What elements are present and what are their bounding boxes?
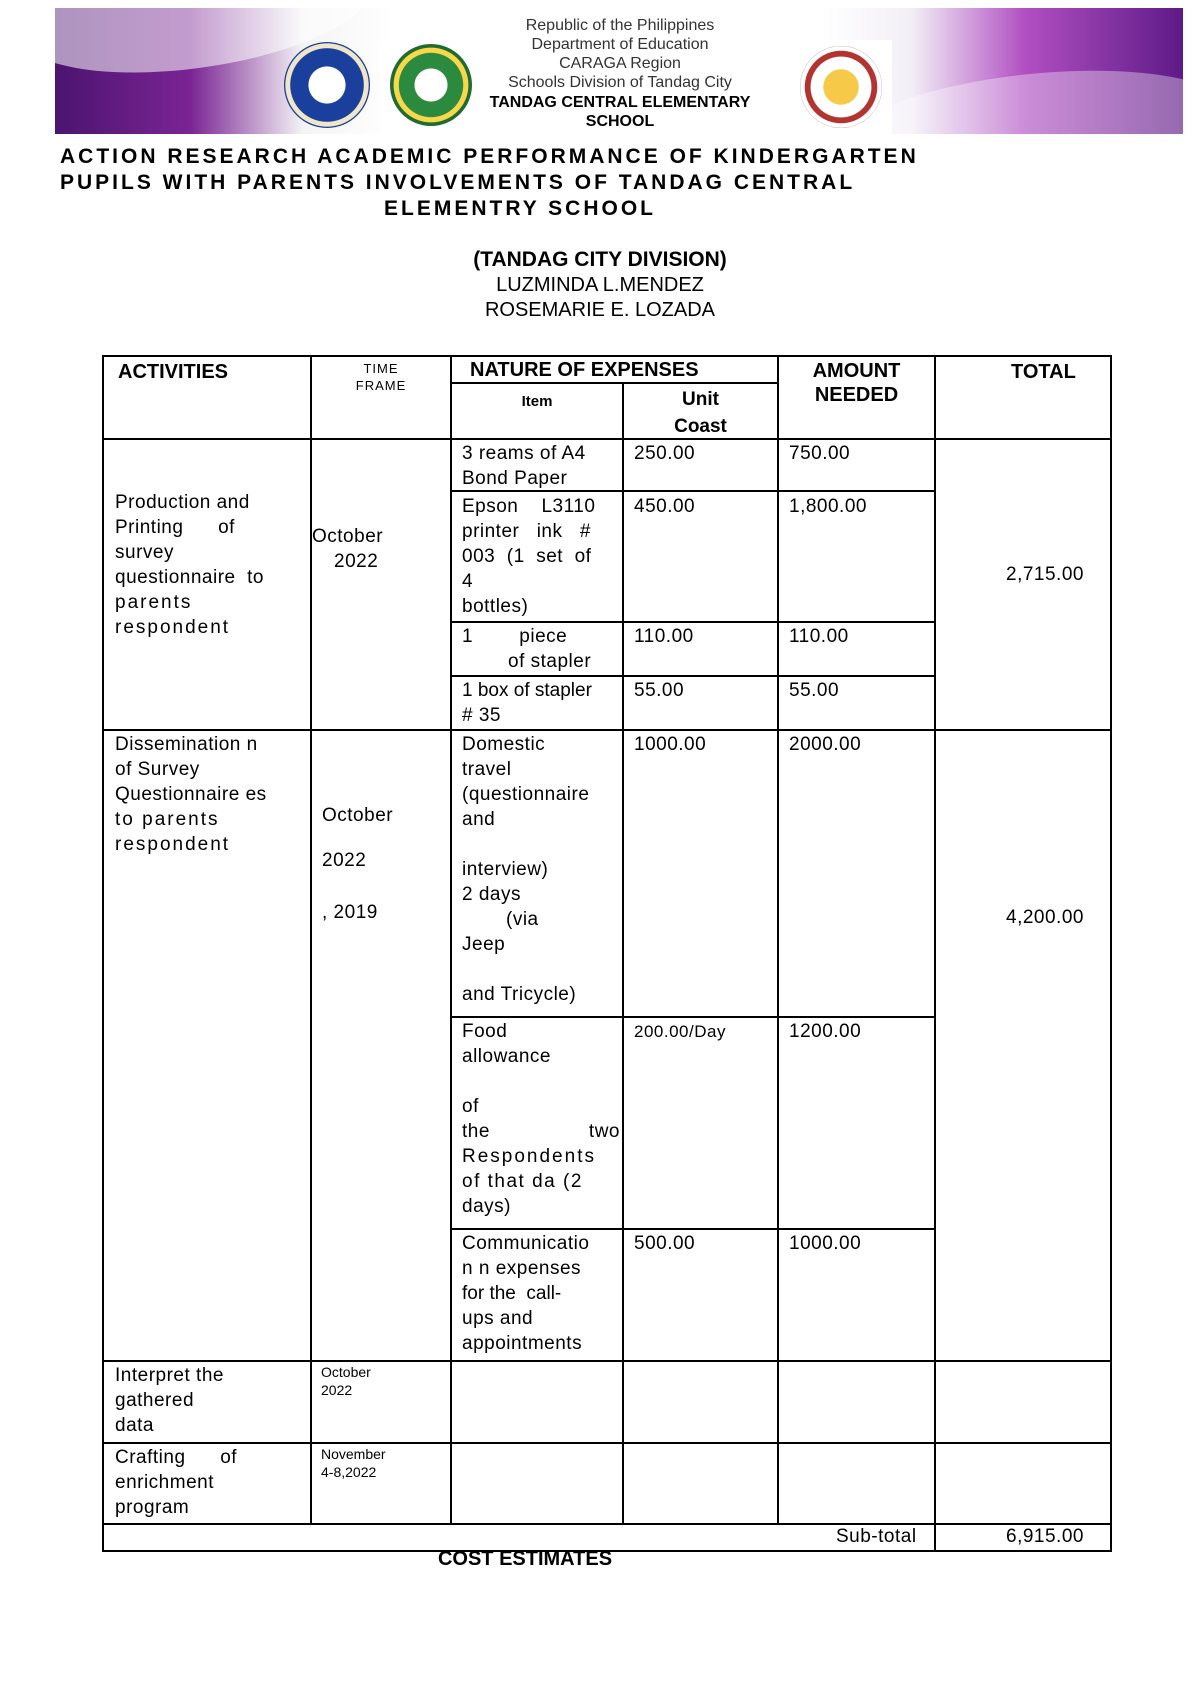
table-border — [777, 355, 779, 1525]
cell-text: 003 (1 set of — [462, 546, 592, 567]
cell-text: Production and — [115, 492, 250, 513]
cell-text: data — [115, 1415, 154, 1436]
amount-stapler: 110.00 — [789, 626, 849, 647]
cell-text: 4 — [462, 571, 474, 592]
timeframe-interpret — [321, 1363, 371, 1399]
cell-text: October — [322, 805, 394, 826]
cell-text: questionnaire to — [115, 567, 264, 588]
document-title — [60, 144, 1060, 222]
unit-bond-paper: 250.00 — [634, 443, 696, 464]
table-border — [102, 355, 104, 1552]
table-border — [934, 355, 936, 1552]
cell-text — [462, 832, 620, 857]
header-line-republic: Republic of the Philippines — [525, 17, 715, 34]
cell-text: allowance — [462, 1046, 551, 1067]
cell-text: and Tricycle) — [462, 984, 577, 1005]
author-name: ROSEMARIE E. LOZADA — [484, 299, 716, 321]
unit-stapler: 110.00 — [634, 626, 694, 647]
amount-communication: 1000.00 — [789, 1233, 862, 1254]
col-header-text: NEEDED — [814, 384, 899, 406]
cell-text: 2022 — [322, 850, 367, 871]
total-dissemination: 4,200.00 — [1006, 907, 1084, 928]
table-border — [102, 1523, 1112, 1525]
item-printer-ink — [462, 494, 620, 619]
cell-text: Food — [462, 1021, 508, 1042]
table-border — [450, 1228, 935, 1230]
cell-text: Dissemination n — [115, 734, 258, 755]
cell-text: Respondents — [462, 1146, 596, 1167]
col-header-unit-cost — [624, 386, 777, 440]
cell-text: the — [462, 1121, 490, 1142]
amount-staples: 55.00 — [789, 680, 840, 701]
cell-text: (via — [506, 909, 539, 930]
table-border — [102, 1442, 1112, 1444]
cell-text: enrichment — [115, 1472, 214, 1493]
cell-text: October — [312, 526, 384, 547]
table-border — [450, 1016, 935, 1018]
cell-text: bottles) — [462, 596, 529, 617]
amount-bond-paper: 750.00 — [789, 443, 851, 464]
col-header-total: TOTAL — [1011, 361, 1076, 383]
table-caption: COST ESTIMATES — [437, 1548, 613, 1570]
amount-printer-ink: 1,800.00 — [789, 496, 867, 517]
table-border — [450, 675, 935, 677]
item-communication — [462, 1231, 620, 1356]
col-header-nature: NATURE OF EXPENSES — [470, 359, 699, 381]
amount-food-allowance: 1200.00 — [789, 1021, 862, 1042]
cell-text: program — [115, 1497, 190, 1518]
cell-text: to parents — [115, 809, 220, 830]
cell-text: Interpret the — [115, 1365, 224, 1386]
unit-domestic-travel: 1000.00 — [634, 734, 707, 755]
col-header-activities: ACTIVITIES — [118, 361, 229, 383]
cell-text: of — [462, 1096, 479, 1117]
division-label: (TANDAG CITY DIVISION) — [473, 248, 727, 271]
activity-dissemination — [115, 732, 307, 857]
cell-text: appointments — [462, 1333, 583, 1354]
col-header-item: Item — [521, 393, 553, 410]
col-header-text: Unit — [682, 389, 719, 410]
cell-text: printer ink # — [462, 521, 591, 542]
item-stapler — [462, 624, 620, 674]
cell-text: of Survey — [115, 759, 200, 780]
cell-text: for the call- — [462, 1283, 562, 1304]
timeframe-crafting — [321, 1445, 386, 1481]
cell-text: Bond Paper — [462, 468, 568, 489]
activity-production — [115, 490, 305, 640]
subtotal-value: 6,915.00 — [1006, 1526, 1084, 1547]
title-line: PUPILS WITH PARENTS INVOLVEMENTS OF TANDAG CENTRAL — [60, 171, 856, 194]
cell-text: (questionnaire — [462, 784, 590, 805]
cell-text: # 35 — [462, 705, 501, 726]
cell-text: interview) — [462, 859, 549, 880]
cell-text: parents — [115, 592, 193, 613]
col-header-text: AMOUNT — [812, 360, 901, 382]
col-header-text: FRAME — [355, 378, 407, 393]
cell-text: Jeep — [462, 934, 506, 955]
cell-text: 2022 — [321, 1382, 353, 1398]
header-line-division: Schools Division of Tandag City — [508, 74, 732, 91]
cell-text: October — [321, 1364, 371, 1380]
cell-text — [462, 1119, 620, 1144]
activity-interpret — [115, 1363, 305, 1438]
timeframe-dissemination — [322, 803, 393, 925]
cell-text: 1 box of stapler — [462, 680, 592, 701]
cell-text: and — [462, 809, 496, 830]
cell-text: Epson L3110 — [462, 496, 596, 517]
subtotal-label: Sub-total — [836, 1526, 917, 1547]
cell-text: of that da (2 — [462, 1171, 583, 1192]
item-bond-paper — [462, 441, 620, 491]
table-border — [450, 355, 452, 1525]
table-border — [622, 382, 624, 1525]
col-header-text: TIME — [363, 361, 399, 376]
total-production: 2,715.00 — [1006, 564, 1084, 585]
item-domestic-travel — [462, 732, 620, 1007]
cell-text: days) — [462, 1196, 511, 1217]
cell-text: travel — [462, 759, 512, 780]
title-line: ACTION RESEARCH ACADEMIC PERFORMANCE OF KINDERGARTEN — [60, 145, 919, 168]
cell-text: Questionnaire es — [115, 784, 267, 805]
header-school-name-cont: SCHOOL — [585, 113, 655, 130]
cell-text: 2022 — [334, 551, 379, 572]
activity-crafting — [115, 1445, 305, 1520]
cell-text: Printing of — [115, 517, 235, 538]
cell-text: Communicatio — [462, 1233, 590, 1254]
cell-text: ups and — [462, 1308, 534, 1329]
deped-seal-icon — [284, 42, 370, 128]
unit-printer-ink: 450.00 — [634, 496, 696, 517]
cell-text: 2 days — [462, 884, 521, 905]
cell-text: 3 reams of A4 — [462, 443, 586, 464]
amount-domestic-travel: 2000.00 — [789, 734, 862, 755]
table-border — [450, 621, 935, 623]
item-staples — [462, 678, 622, 728]
cell-text — [462, 957, 620, 982]
table-border — [102, 355, 1112, 357]
cell-text: gathered — [115, 1390, 195, 1411]
cell-text: respondent — [115, 834, 231, 855]
cell-text: 1 piece — [462, 626, 568, 647]
cell-text: 4-8,2022 — [321, 1464, 377, 1480]
col-header-text: Coast — [674, 416, 727, 437]
author-name: LUZMINDA L.MENDEZ — [496, 274, 704, 296]
timeframe-production — [312, 524, 383, 574]
title-line: ELEMENTRY SCHOOL — [383, 197, 657, 220]
table-border — [450, 382, 778, 384]
item-food-allowance — [462, 1019, 620, 1219]
table-border — [1110, 355, 1112, 1552]
unit-communication: 500.00 — [634, 1233, 696, 1254]
col-header-amount-needed — [779, 359, 934, 407]
table-border — [102, 729, 1112, 731]
table-border — [102, 1360, 1112, 1362]
col-header-time-frame — [312, 360, 450, 394]
header-line-region: CARAGA Region — [559, 55, 681, 72]
cell-text: of stapler — [508, 651, 592, 672]
cell-text: Crafting of — [115, 1447, 238, 1468]
cell-text: two — [588, 1121, 620, 1142]
cell-text: Domestic — [462, 734, 546, 755]
unit-staples: 55.00 — [634, 680, 685, 701]
header-school-name: TANDAG CENTRAL ELEMENTARY — [489, 94, 751, 111]
table-border — [102, 438, 1112, 440]
cell-text: November — [321, 1446, 386, 1462]
cell-text: survey — [115, 542, 174, 563]
unit-food-allowance: 200.00/Day — [634, 1022, 726, 1041]
cell-text — [462, 1069, 620, 1094]
cell-text: respondent — [115, 617, 231, 638]
cell-text: , 2019 — [322, 902, 378, 923]
cell-text: n n expenses — [462, 1258, 582, 1279]
header-line-deped: Department of Education — [531, 36, 709, 53]
